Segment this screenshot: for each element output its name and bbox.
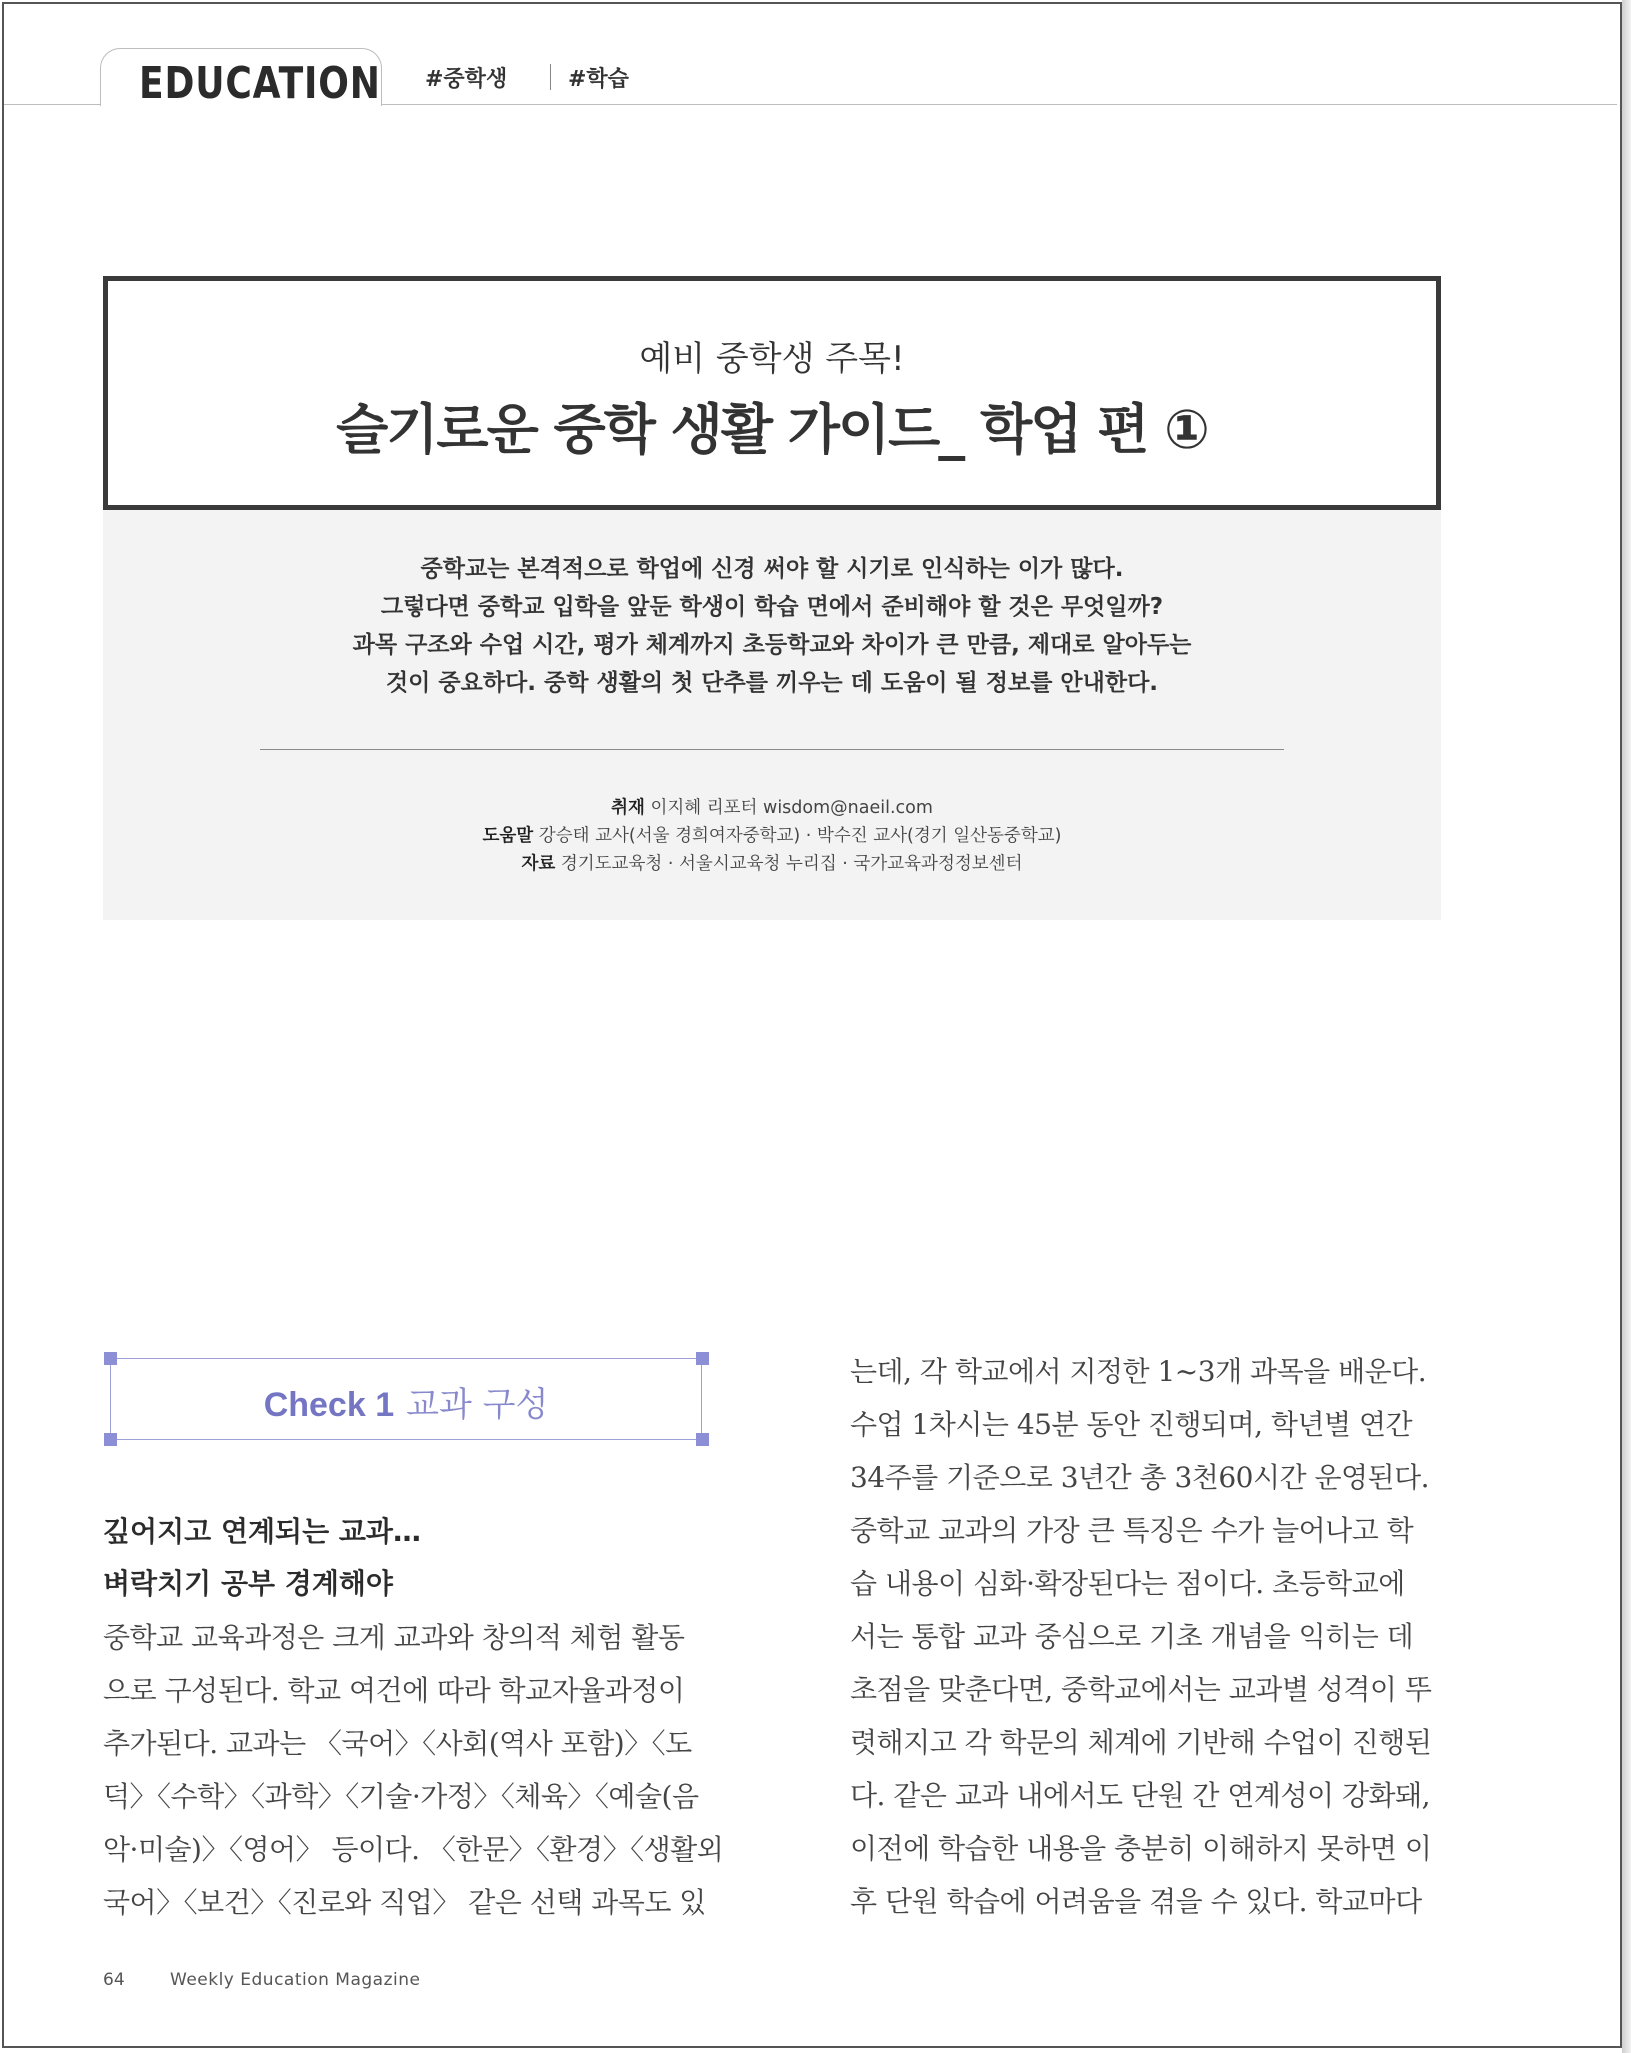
selection-handle[interactable] (696, 1433, 709, 1446)
lead-line: 것이 중요하다. 중학 생활의 첫 단추를 끼우는 데 도움이 될 정보를 안내한다. (385, 670, 1159, 696)
lead-text (103, 550, 1441, 702)
body-line: 후 단원 학습에 어려움을 겪을 수 있다. 학교마다 (850, 1885, 1422, 1918)
body-line: 으로 구성된다. 학교 여건에 따라 학교자율과정이 (103, 1674, 685, 1707)
credit-value: 이지혜 리포터 wisdom@naeil.com (650, 798, 933, 818)
credit-value: 경기도교육청 · 서울시교육청 누리집 · 국가교육과정정보센터 (560, 854, 1023, 874)
check-section-box (110, 1358, 702, 1440)
body-line: 다. 같은 교과 내에서도 단원 간 연계성이 강화돼, (850, 1779, 1431, 1812)
body-line: 덕〉〈수학〉〈과학〉〈기술·가정〉〈체육〉〈예술(음 (103, 1780, 699, 1813)
article-kicker: 예비 중학생 주목! (639, 339, 905, 379)
lead-divider (260, 749, 1284, 750)
body-line: 렷해지고 각 학문의 체계에 기반해 수업이 진행된 (850, 1726, 1432, 1759)
lead-line: 그렇다면 중학교 입학을 앞둔 학생이 학습 면에서 준비해야 할 것은 무엇일까? (380, 594, 1164, 620)
credit-sources (103, 850, 1441, 878)
magazine-name: Weekly Education Magazine (170, 1970, 421, 1990)
body-line: 는데, 각 학교에서 지정한 1~3개 과목을 배운다. (850, 1355, 1427, 1388)
credit-label: 자료 (521, 854, 556, 874)
body-line: 습 내용이 심화·확장된다는 점이다. 초등학교에 (850, 1567, 1405, 1600)
body-line: 초점을 맞춘다면, 중학교에서는 교과별 성격이 뚜 (850, 1673, 1432, 1706)
body-line: 국어〉〈보건〉〈진로와 직업〉 같은 선택 과목도 있 (103, 1886, 706, 1919)
tag-middle-school[interactable]: #중학생 (425, 67, 508, 92)
section-label: EDUCATION (139, 58, 381, 109)
lead-panel (103, 510, 1441, 920)
body-line: 34주를 기준으로 3년간 총 3천60시간 운영된다. (850, 1461, 1430, 1494)
selection-handle[interactable] (696, 1352, 709, 1365)
check-title: 교과 구성 (406, 1385, 549, 1425)
page-edge-shadow (1622, 0, 1631, 2053)
subheading-line-1: 깊어지고 연계되는 교과… (103, 1515, 421, 1548)
lead-line: 과목 구조와 수업 시간, 평가 체계까지 초등학교와 차이가 큰 만큼, 제대로 알아두는 (352, 632, 1192, 658)
credit-label: 도움말 (482, 826, 534, 846)
lead-line: 중학교는 본격적으로 학업에 신경 써야 할 시기로 인식하는 이가 많다. (420, 556, 1124, 582)
body-line: 중학교 교육과정은 크게 교과와 창의적 체험 활동 (103, 1621, 685, 1654)
tag-separator (550, 64, 551, 90)
body-line: 악·미술)〉〈영어〉 등이다. 〈한문〉〈환경〉〈생활외 (103, 1833, 724, 1866)
title-box (103, 276, 1441, 510)
page-number: 64 (103, 1970, 125, 1990)
check-number: Check 1 (263, 1386, 395, 1424)
article-headline: 슬기로운 중학 생활 가이드_ 학업 편 ① (336, 398, 1208, 461)
credits (103, 794, 1441, 878)
credit-label: 취재 (611, 798, 645, 818)
selection-handle[interactable] (104, 1352, 117, 1365)
body-line: 이전에 학습한 내용을 충분히 이해하지 못하면 이 (850, 1832, 1432, 1865)
selection-handle[interactable] (104, 1433, 117, 1446)
body-line: 추가된다. 교과는 〈국어〉〈사회(역사 포함)〉〈도 (103, 1727, 692, 1760)
credit-reporter (103, 794, 1441, 822)
tag-study[interactable]: #학습 (568, 67, 629, 92)
body-line: 수업 1차시는 45분 동안 진행되며, 학년별 연간 (850, 1408, 1413, 1441)
check-label (111, 1377, 701, 1426)
credit-value: 강승태 교사(서울 경희여자중학교) · 박수진 교사(경기 일산동중학교) (538, 826, 1062, 846)
credit-advisors (103, 822, 1441, 850)
body-line: 서는 통합 교과 중심으로 기초 개념을 익히는 데 (850, 1620, 1414, 1653)
subheading-line-2: 벼락치기 공부 경계해야 (103, 1567, 393, 1600)
body-line: 중학교 교과의 가장 큰 특징은 수가 늘어나고 학 (850, 1514, 1414, 1547)
